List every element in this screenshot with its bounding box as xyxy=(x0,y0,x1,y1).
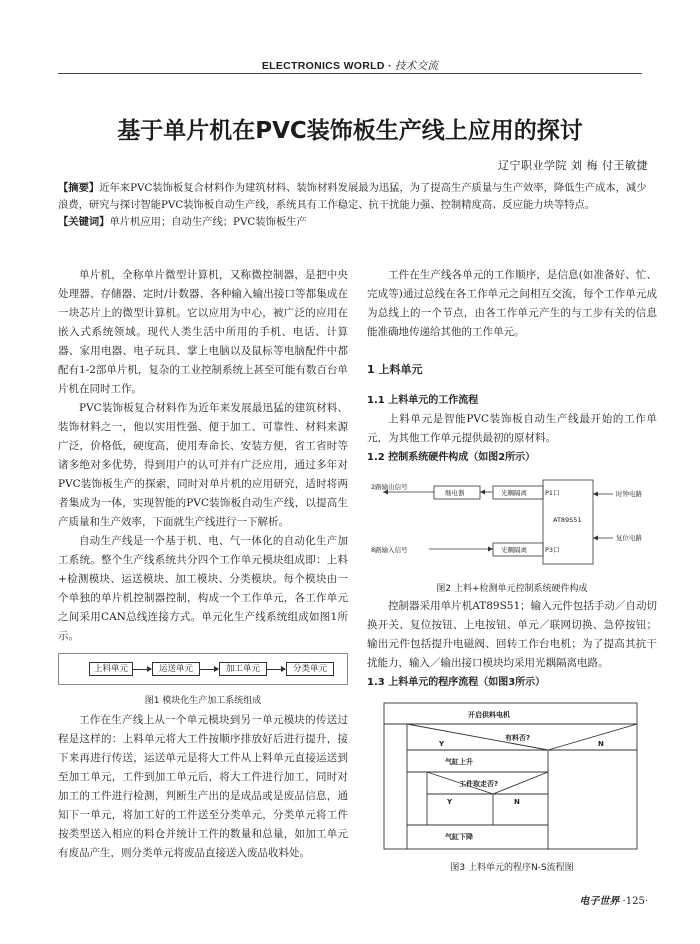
right-column-continued xyxy=(367,597,657,692)
flow-box-sorting: 分类单元 xyxy=(286,662,334,676)
ns-decision-diag xyxy=(493,772,548,794)
figure-3-caption: 图3 上料单元的程序N-S流程图 xyxy=(450,863,574,873)
figure-3-ns-flowchart xyxy=(383,702,638,850)
label-port1: P1口 xyxy=(545,489,560,497)
running-header xyxy=(0,58,700,73)
label-reset: 复位电路 xyxy=(616,534,642,542)
right-paragraph-1: 工件在生产线各单元的工作顺序，是信息(如准备好、忙、完成等)通过总线在各工作单元之间相互交流，每个工作单元成为总线上的一个节点，由各工作单元产生的与工步有关的信息能准确地传递给其他的工作单元。 xyxy=(367,269,657,338)
subsection-heading-1-2: 1.2 控制系统硬件构成（如图2所示） xyxy=(367,452,536,463)
article-title: 基于单片机在PVC装饰板生产线上应用的探讨 xyxy=(117,118,583,144)
ns-step-raise: 气缸上升 xyxy=(445,758,473,766)
ns-start: 开启供料电机 xyxy=(468,711,510,719)
page-number: ·125· xyxy=(622,896,648,907)
ns-outer-frame xyxy=(384,703,637,849)
keywords-label: 【关键词】 xyxy=(58,216,110,228)
flow-arrow xyxy=(267,669,285,670)
label-port3: P3口 xyxy=(545,546,560,554)
arrow-head xyxy=(593,492,598,497)
ns-question-2: 工件取走否? xyxy=(459,780,499,788)
ns-decision-diag xyxy=(548,724,637,750)
subsection-heading-1-3: 1.3 上料单元的程序流程（如图3所示） xyxy=(367,677,546,688)
page-footer xyxy=(579,892,648,907)
ns-no-1: N xyxy=(598,740,604,748)
figure-1-caption: 图1 模块化生产加工系统组成 xyxy=(144,696,262,706)
article-authors: 辽宁职业学院 刘 梅 付王敏捷 xyxy=(498,159,648,172)
right-paragraph-3: 控制器采用单片机AT89S51；输入元件包括手动／自动切换开关、复位按钮、上电按钮、单元／联网切换、急停按钮；输出元件包括提升电磁阀、回转工作台电机；为了提高其抗干扰能力，输入／输出接口模块均采用光耦隔离电路。 xyxy=(367,600,657,669)
section-heading-1: 1 上料单元 xyxy=(367,363,423,376)
keywords xyxy=(58,214,648,231)
label-output-signal: 2路输出信号 xyxy=(371,483,408,491)
header-journal-en: ELECTRONICS WORLD xyxy=(261,60,385,72)
label-clock: 时钟电路 xyxy=(616,490,642,498)
flow-box-processing: 加工单元 xyxy=(219,662,267,676)
arrow-head xyxy=(593,536,598,541)
header-dot: · xyxy=(387,60,392,72)
arrow-head xyxy=(488,547,493,552)
flow-box-feeding: 上料单元 xyxy=(89,662,133,676)
figure-1-module-flow xyxy=(58,653,348,685)
right-paragraph-2: 上料单元是智能PVC装饰板自动生产线最开始的工作单元，为其他工作单元提供最初的原材料。 xyxy=(367,413,657,444)
flow-arrow xyxy=(200,669,218,670)
label-relay: 继电器 xyxy=(445,489,465,497)
left-paragraph-2: PVC装饰板复合材料作为近年来发展最迅猛的建筑材料、装饰材料之一，他以实用性强、便于加工、可靠性、材料来源广泛，价格低，硬度高，使用寿命长、安装方便，省工省时等诸多绝对多优势，得到用户的认可并有广泛应用，通过多年对PVC装饰板生产的探索，同时对单片机的应用研究，适时将两者集成为一体，实现智能的PVC装饰板自动生产线，以提高生产质量和生产效率，下面就生产线进行一下解析。 xyxy=(58,402,348,528)
label-chip: AT89S51 xyxy=(553,516,582,524)
ns-yes-1: Y xyxy=(439,740,445,748)
keywords-text: 单片机应用；自动生产线；PVC装饰板生产 xyxy=(109,216,307,228)
ns-no-2: N xyxy=(514,798,520,806)
abstract xyxy=(58,180,648,214)
flow-box-transport: 运送单元 xyxy=(152,662,200,676)
left-column xyxy=(58,266,348,646)
left-column-continued xyxy=(58,711,348,863)
figure-2-hardware-diagram xyxy=(367,472,657,572)
arrow-head xyxy=(480,490,485,495)
ns-step-lower: 气缸下降 xyxy=(445,833,473,841)
left-paragraph-4: 工作在生产线上从一个单元模块到另一单元模块的传送过程是这样的：上料单元将大工件按顺序排放好后进行提升，接下来再进行传送，运送单元是将大工件从上料单元直接运送到至加工单元，工件到加工单元后，将大工件进行加工，同时对加工的工件进行检测，判断生产出的是成品或是废品信息，通知下一单元，将加工好的工件送至分类单元，分类单元将工件按类型送入相应的料仓并统计工件的数量和总量，如加工单元有废品产生，则分类单元将废品直接送入废品收料处。 xyxy=(58,714,348,859)
abstract-text: 近年来PVC装饰板复合材料作为建筑材料、装饰材料发展最为迅猛，为了提高生产质量与生产效率，降低生产成本，减少浪费，研究与探讨智能PVC装饰板自动生产线，系统具有工作稳定、抗干扰能力强、控制精度高、反应能力块等特点。 xyxy=(58,182,647,211)
figure-2-caption: 图2 上料+检测单元控制系统硬件构成 xyxy=(436,584,588,594)
label-opto-bottom: 光耦隔离 xyxy=(501,546,527,554)
abstract-block xyxy=(58,180,648,231)
ns-question-1: 有料否? xyxy=(505,734,531,742)
label-input-signal: 8路输入信号 xyxy=(371,546,408,554)
header-rule xyxy=(58,73,642,74)
label-opto-top: 光耦隔离 xyxy=(501,489,527,497)
right-column xyxy=(367,266,657,467)
flow-arrow xyxy=(133,669,151,670)
left-paragraph-3: 自动生产线是一个基于机、电、气一体化的自动化生产加工系统。整个生产线系统共分四个工作单元模块组成即：上料+检测模块、运送模块、加工模块、分类模块。每个模块由一个单独的单片机控制器控制，构成一个工作单元，各工作单元之间采用CAN总线连接方式。单元化生产线系统组成如图1所示。 xyxy=(58,535,348,642)
ns-yes-2: Y xyxy=(447,798,453,806)
header-section-cn: 技术交流 xyxy=(394,60,439,72)
subsection-heading-1-1: 1.1 上料单元的工作流程 xyxy=(367,395,479,406)
left-paragraph-1: 单片机，全称单片微型计算机，又称微控制器，是把中央处理器、存储器、定时/计数器、各种输入输出接口等都集成在一块芯片上的微型计算机。它以应用为中心，被广泛的应用在嵌入式系统领域。现代人类生活中所用的手机、电话、计算器、家用电器、电子玩具、掌上电脑以及鼠标等电脑配件中都配有1-2部单片机，复杂的工业控制系统上甚至可能有数百台单片机在同时工作。 xyxy=(58,269,348,395)
abstract-label: 【摘要】 xyxy=(58,182,100,194)
footer-magazine: 电子世界 xyxy=(579,896,620,907)
